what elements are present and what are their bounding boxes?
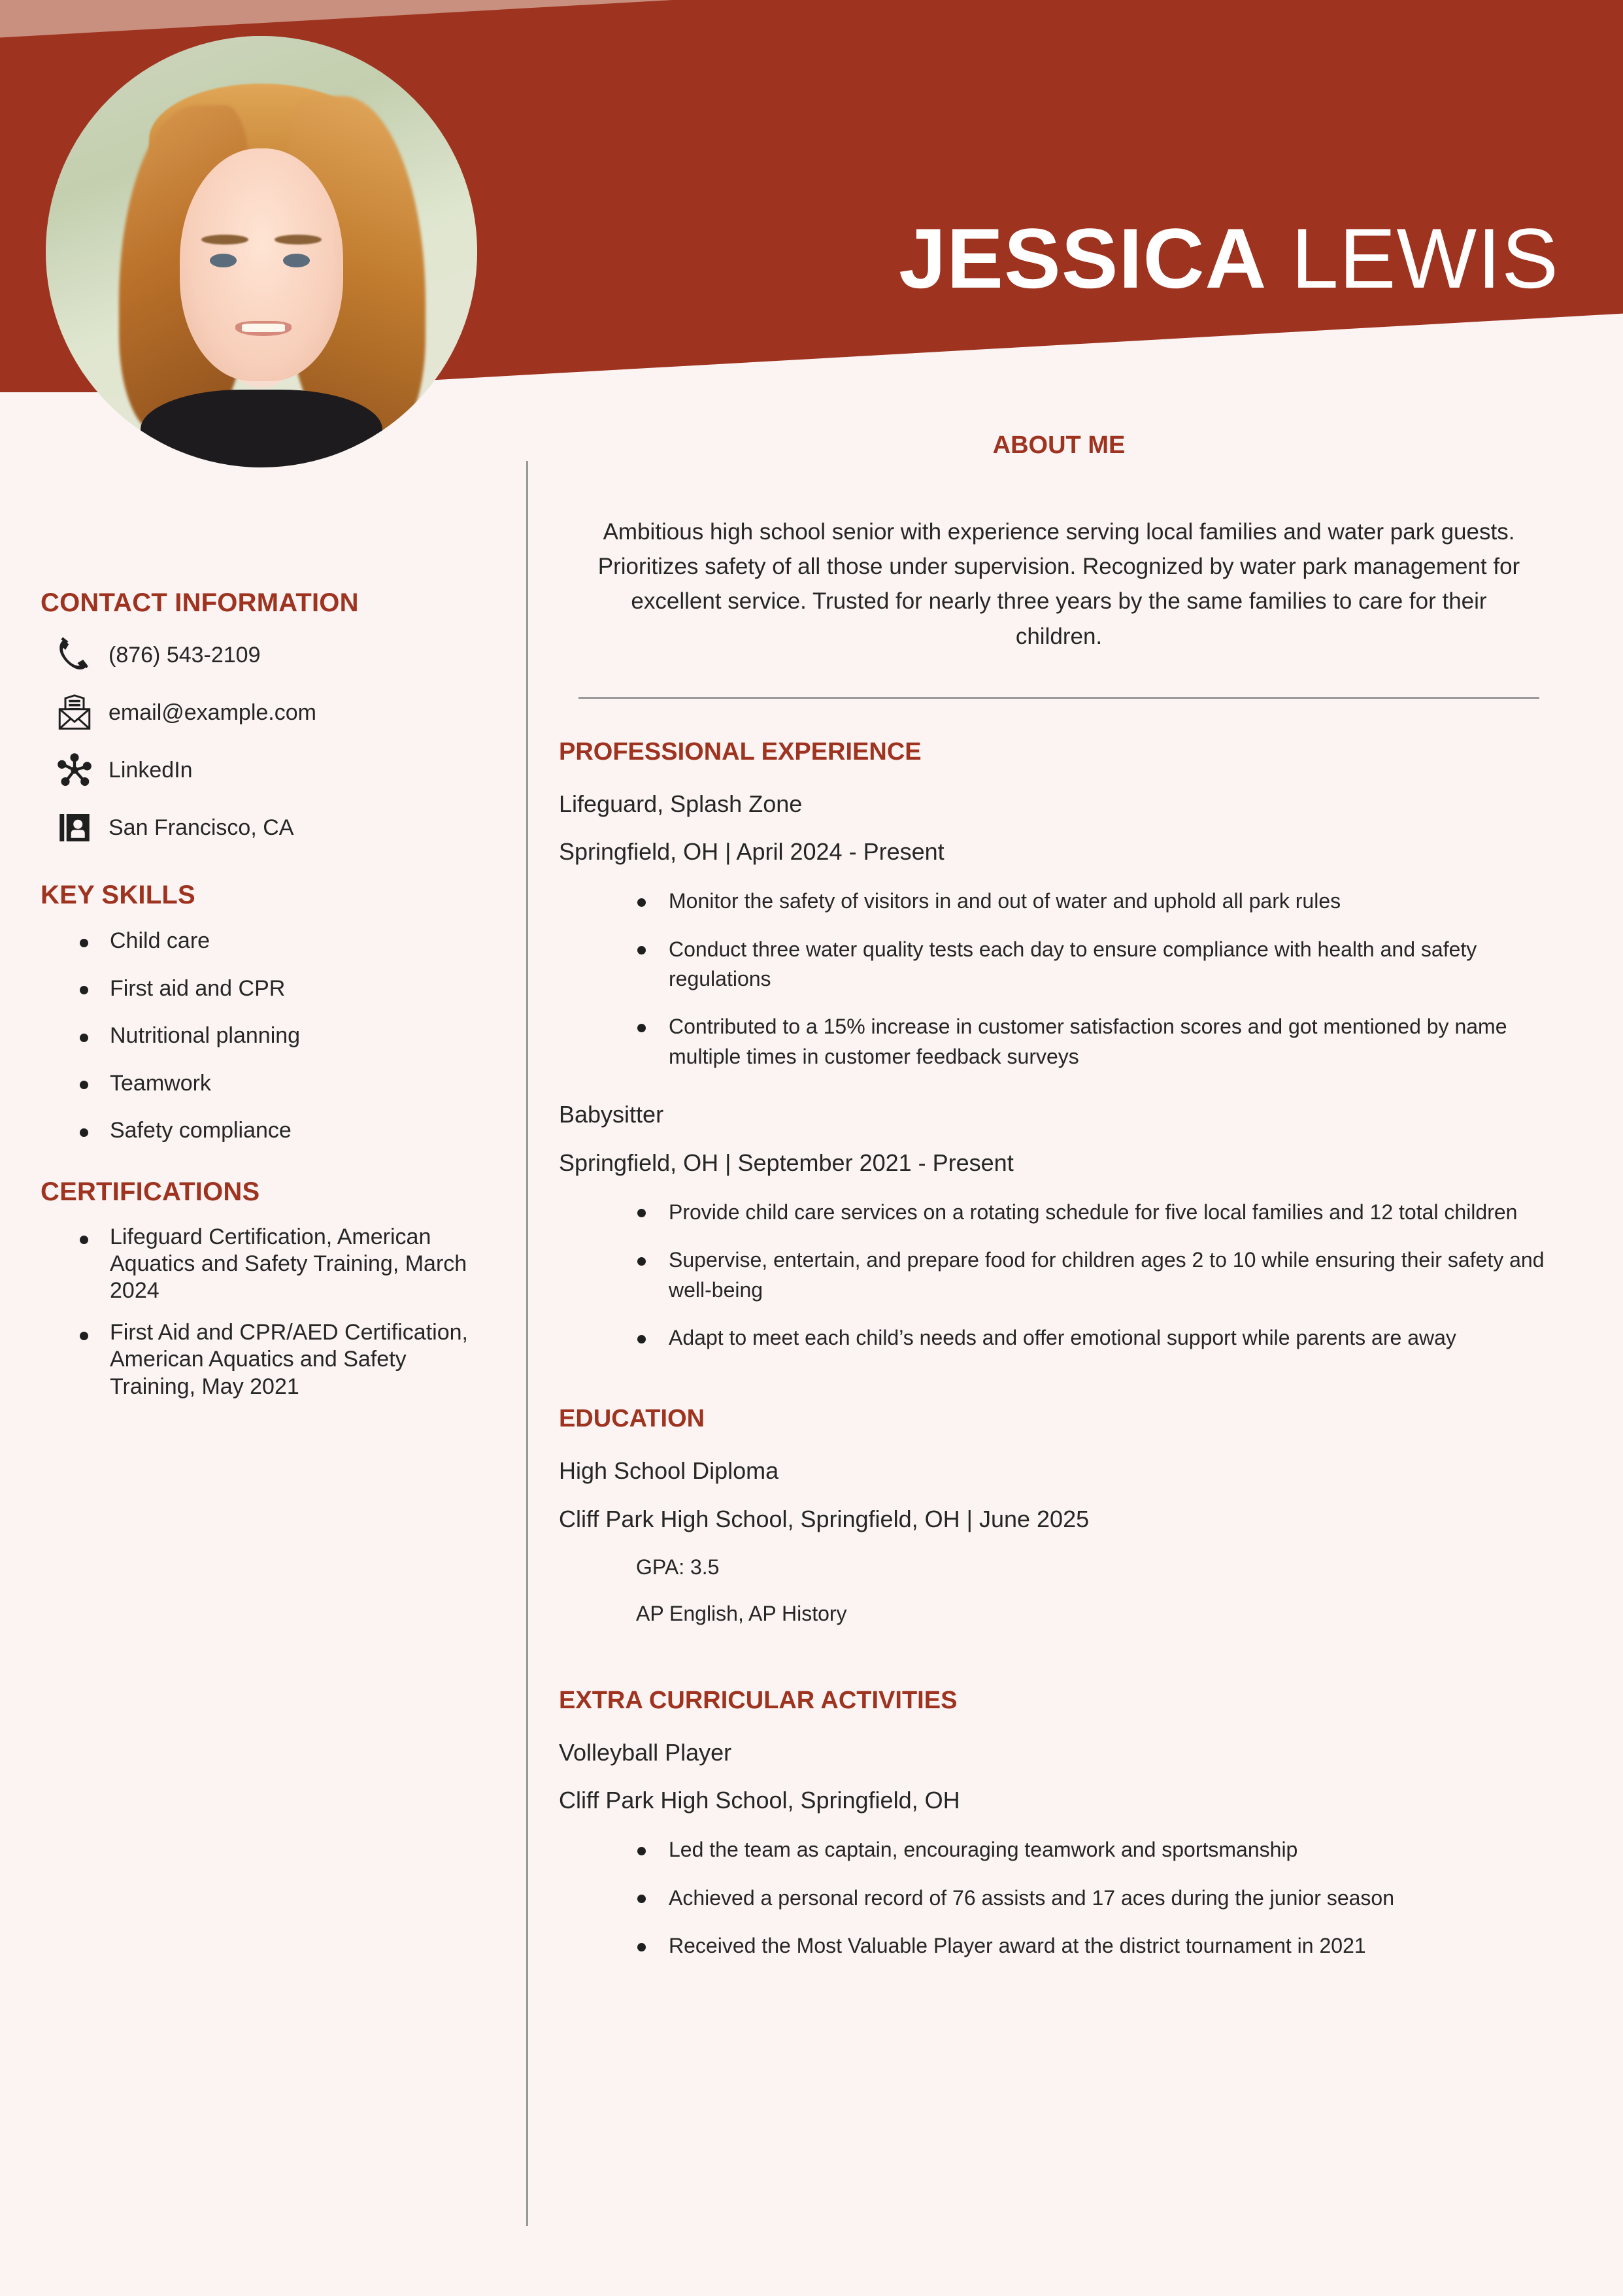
key-skills-heading: KEY SKILLS bbox=[41, 881, 195, 909]
list-item: Adapt to meet each child’s needs and offer emotional support while parents are away bbox=[637, 1323, 1559, 1353]
contact-item-linkedin[interactable] bbox=[41, 750, 492, 790]
contact-item-email[interactable] bbox=[41, 692, 492, 733]
job-meta: Springfield, OH | April 2024 - Present bbox=[559, 837, 945, 865]
certifications-heading: CERTIFICATIONS bbox=[41, 1177, 260, 1206]
experience-entry bbox=[559, 1100, 1559, 1353]
education-detail: GPA: 3.5 bbox=[636, 1555, 720, 1579]
list-item: Contributed to a 15% increase in customer satisfaction scores and got mentioned by name multiple times in customer feedback surveys bbox=[637, 1012, 1559, 1072]
list-item: Supervise, entertain, and prepare food for children ages 2 to 10 while ensuring their safety and well-being bbox=[637, 1245, 1559, 1305]
section-divider bbox=[578, 697, 1539, 699]
phone-icon bbox=[41, 637, 109, 673]
list-item: Lifeguard Certification, American Aquatics and Safety Training, March 2024 bbox=[80, 1224, 492, 1305]
experience-entry bbox=[559, 790, 1559, 1072]
main-content bbox=[559, 431, 1559, 1990]
avatar-shirt bbox=[141, 390, 382, 467]
contact-heading: CONTACT INFORMATION bbox=[41, 588, 359, 617]
column-divider bbox=[526, 461, 528, 2226]
education-detail: AP English, AP History bbox=[636, 1602, 847, 1626]
list-item: Nutritional planning bbox=[80, 1022, 492, 1050]
avatar bbox=[46, 36, 477, 467]
job-bullets bbox=[559, 1198, 1559, 1353]
avatar-face bbox=[180, 148, 344, 381]
certifications-list bbox=[41, 1224, 492, 1401]
certifications-section bbox=[41, 1177, 492, 1401]
contact-value-location: San Francisco, CA bbox=[109, 815, 294, 840]
activities-heading: EXTRA CURRICULAR ACTIVITIES bbox=[559, 1687, 958, 1714]
contact-item-phone[interactable] bbox=[41, 635, 492, 675]
job-title: Babysitter bbox=[559, 1101, 664, 1128]
list-item: Child care bbox=[80, 927, 492, 955]
contact-value-email: email@example.com bbox=[109, 700, 316, 725]
about-text: Ambitious high school senior with experience serving local families and water park guests. Prioritizes safety of all those under supervision. Recognized by water park management for excellent service. Trusted for nearly three years by the same families to care for their children. bbox=[597, 519, 1520, 649]
education-section bbox=[559, 1405, 1559, 1628]
contact-list bbox=[41, 635, 492, 848]
avatar-image bbox=[46, 36, 477, 467]
key-skills-section bbox=[41, 881, 492, 1145]
school-meta: Cliff Park High School, Springfield, OH | June 2025 bbox=[559, 1505, 1090, 1532]
sidebar bbox=[41, 588, 492, 1433]
activity-bullets bbox=[559, 1835, 1559, 1961]
key-skills-list bbox=[41, 927, 492, 1145]
list-item: Provide child care services on a rotating schedule for five local families and 12 total children bbox=[637, 1198, 1559, 1227]
list-item: First aid and CPR bbox=[80, 975, 492, 1003]
list-item: Achieved a personal record of 76 assists and 17 aces during the junior season bbox=[637, 1883, 1559, 1913]
list-item: Safety compliance bbox=[80, 1117, 492, 1145]
activity-meta: Cliff Park High School, Springfield, OH bbox=[559, 1787, 960, 1814]
list-item: Teamwork bbox=[80, 1070, 492, 1098]
address-book-icon bbox=[41, 809, 109, 846]
experience-heading: PROFESSIONAL EXPERIENCE bbox=[559, 737, 922, 766]
contact-value-phone: (876) 543-2109 bbox=[109, 642, 261, 667]
first-name: JESSICA bbox=[899, 211, 1267, 306]
degree-title: High School Diploma bbox=[559, 1457, 779, 1485]
list-item: Monitor the safety of visitors in and out of water and uphold all park rules bbox=[637, 886, 1559, 916]
list-item: First Aid and CPR/AED Certification, American Aquatics and Safety Training, May 2021 bbox=[80, 1319, 492, 1400]
job-meta: Springfield, OH | September 2021 - Present bbox=[559, 1149, 1014, 1176]
job-title: Lifeguard, Splash Zone bbox=[559, 790, 803, 817]
job-bullets bbox=[559, 886, 1559, 1072]
contact-value-linkedin: LinkedIn bbox=[109, 757, 193, 783]
contact-item-location[interactable] bbox=[41, 807, 492, 848]
activities-section bbox=[559, 1687, 1559, 1961]
avatar-eye-right bbox=[283, 254, 310, 267]
network-icon bbox=[41, 752, 109, 788]
activity-role: Volleyball Player bbox=[559, 1739, 732, 1766]
about-section bbox=[559, 431, 1559, 699]
avatar-eye-left bbox=[210, 254, 237, 267]
last-name: LEWIS bbox=[1291, 211, 1559, 306]
spacer bbox=[559, 1647, 1559, 1687]
education-heading: EDUCATION bbox=[559, 1405, 705, 1433]
avatar-teeth bbox=[242, 324, 285, 332]
spacer bbox=[559, 1381, 1559, 1405]
envelope-icon bbox=[41, 694, 109, 731]
list-item: Received the Most Valuable Player award at the district tournament in 2021 bbox=[637, 1931, 1559, 1961]
contact-section bbox=[41, 588, 492, 848]
experience-section bbox=[559, 738, 1559, 1353]
list-item: Led the team as captain, encouraging teamwork and sportsmanship bbox=[637, 1835, 1559, 1865]
list-item: Conduct three water quality tests each day to ensure compliance with health and safety regulations bbox=[637, 935, 1559, 994]
about-heading: ABOUT ME bbox=[992, 431, 1126, 459]
